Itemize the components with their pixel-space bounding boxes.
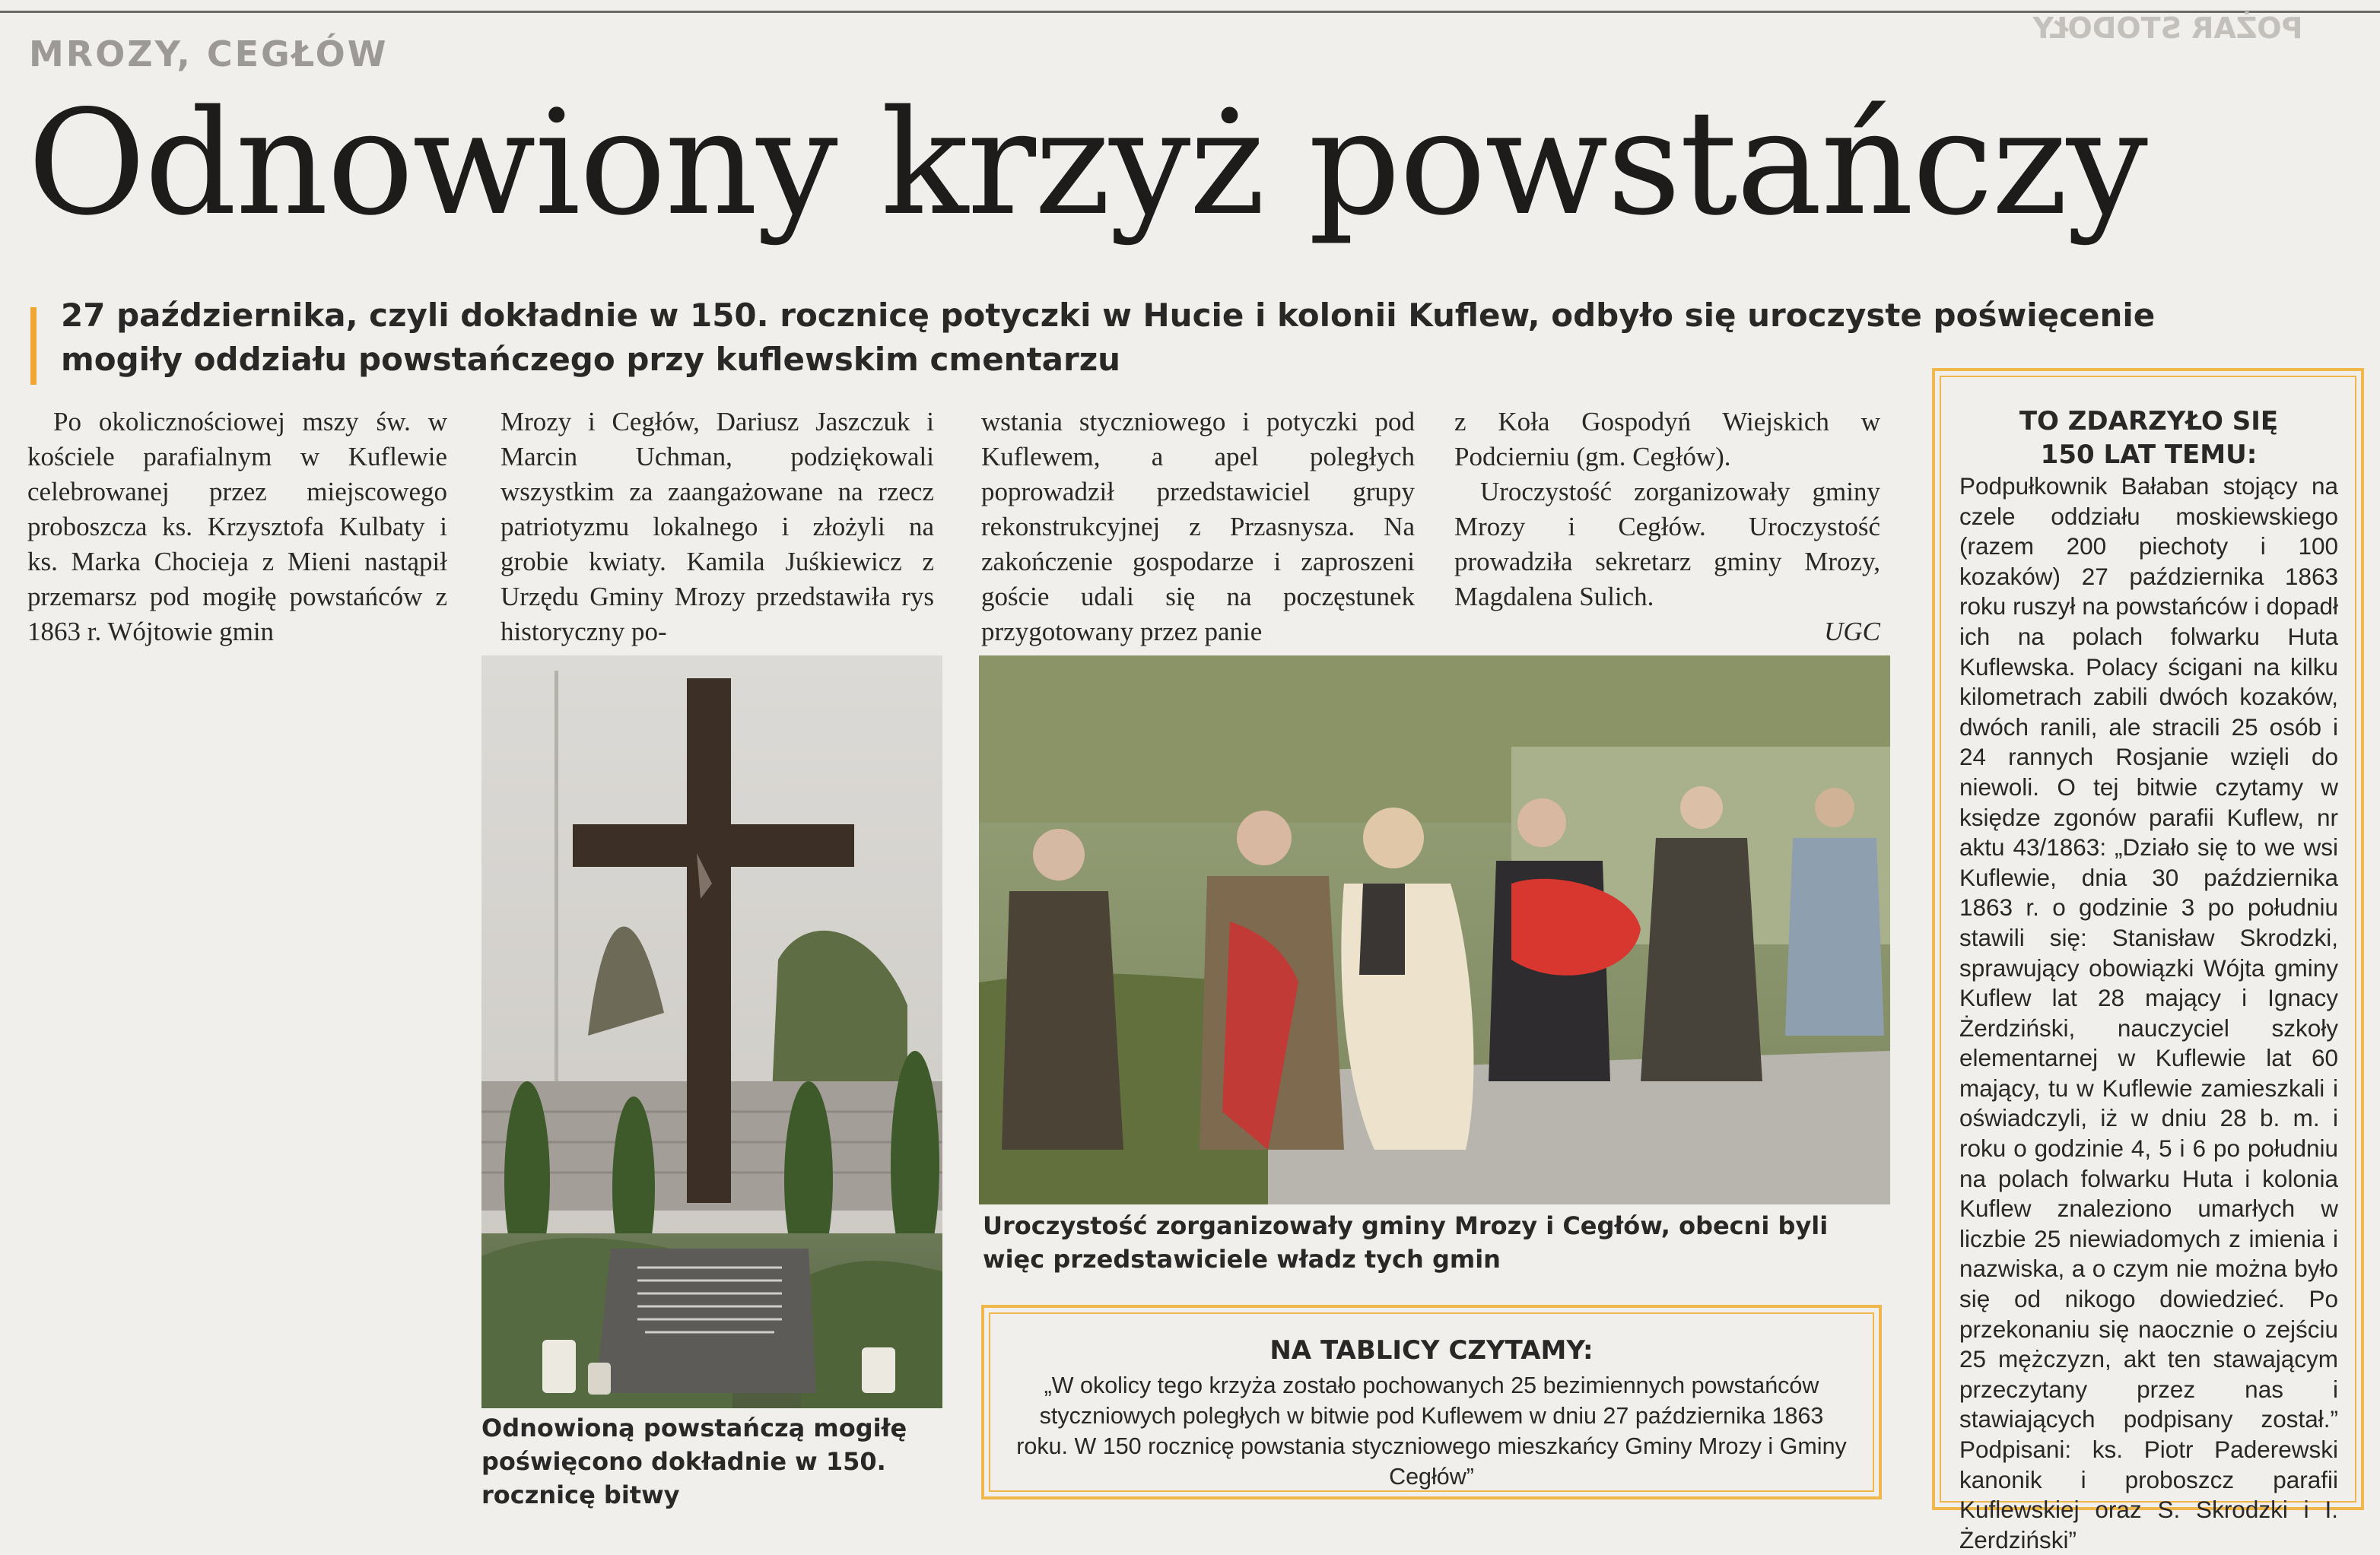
photo-cross (481, 655, 942, 1408)
article-text: Uroczystość zorganizowały gminy Mrozy i Cegłów. Uroczystość prowadziła sekretarz gminy Mrozy, Magdalena Sulich. (1454, 477, 1880, 611)
ceremony-group-image (979, 655, 1890, 1204)
article-text: wstania styczniowego i potyczki pod Kuflewem, a apel poległych poprowadził przedstawiciel grupy rekonstrukcyjnej z Przasnysza. Na zakończenie gospodarze i zaproszeni goście udali się na poczęstunek przygotowany przez panie (981, 407, 1415, 646)
lead-paragraph: 27 października, czyli dokładnie w 150. rocznicę potyczki w Hucie i kolonii Kuflew, odbyło się uroczyste poświęcenie mogiły oddziału powstańczego przy kuflewskim cmentarzu (61, 297, 2156, 378)
article-column-1 (27, 405, 447, 649)
article-text: Po okolicznościowej mszy św. w kościele parafialnym w Kuflewie celebrowanej przez miejscowego proboszcza ks. Krzysztofa Kulbaty i ks. Marka Chocieja z Mieni nastąpił przemarsz pod mogiłę powstańców z 1863 r. Wójtowie gmin (27, 407, 447, 646)
photo-main-caption: Uroczystość zorganizowały gminy Mrozy i Cegłów, obecni byli więc przedstawiciele władz tych gmin (983, 1211, 1829, 1274)
history-sidebar-text: Podpułkownik Bałaban stojący na czele oddziału moskiewskiego (razem 200 piechoty i 100 kozaków) 27 października 1863 roku ruszył na powstańców i dopadł ich na polach folwarku Huta Kuflewska. Polacy ścigani na kilku kilometrach zabili dwóch kozaków, dwóch ranili, ale stracili 25 osób i 24 rannych Rosjanie wzięli do niewoli. O tej bitwie czytamy w księdze zgonów parafii Kuflew, nr aktu 43/1863: „Działo się to we wsi Kuflewie, dnia 30 października 1863 r. o godzinie 3 po południu stawili się: Stanisław Skrodzki, sprawujący obowiązki Wójta gminy Kuflew lat 28 mający i Ignacy Żerdziński, nauczyciel szkoły elementarnej w Kuflewie lat 60 mający, tu w Kuflewie zamieszkali i oświadczyli, iż w dniu 28 b. m. i roku o godzinie 4, 5 i 6 po południu na polach folwarku Huta i kolonia Kuflew znaleziono umarłych w liczbie 25 niewiadomych z imienia i nazwiska, a o czym nie można było się od nikogo dowiedzieć. Po przekonaniu się naocznie o zejściu 25 mężczyzn, akt ten stawającym przeczytany przez nas i stawiających podpisany został.” Podpisani: ks. Piotr Paderewski kanonik i proboszcz parafii Kuflewskiej oraz S. Skrodzki i I. Żerdziński” (1959, 472, 2338, 1553)
article-column-2 (500, 405, 934, 649)
plaque-box-inner (989, 1312, 1874, 1492)
article-signature: UGC (1824, 617, 1880, 646)
article-text: z Koła Gospodyń Wiejskich w Podcierniu (gm. Cegłów). (1454, 407, 1880, 471)
photo-cross-caption: Odnowioną powstańczą mogiłę poświęcono dokładnie w 150. rocznicę bitwy (481, 1414, 907, 1509)
headline: Odnowiony krzyż powstańczy (27, 79, 2146, 247)
plaque-box-text: „W okolicy tego krzyża zostało pochowanych 25 bezimiennych powstańców styczniowych poległych w bitwie pod Kuflewem w dniu 27 października 1863 roku. W 150 rocznicę powstania styczniowego mieszkańcy Gminy Mrozy i Gminy Cegłów” (1016, 1373, 1847, 1490)
history-sidebar-title: TO ZDARZYŁO SIĘ 150 LAT TEMU: (2019, 406, 2279, 470)
cross-memorial-image (481, 655, 942, 1408)
history-sidebar (1932, 368, 2364, 1553)
article-text: Mrozy i Cegłów, Dariusz Jaszczuk i Marcin Uchman, podziękowali wszystkim za zaangażowane na rzecz patriotyzmu lokalnego i złożyli na grobie kwiaty. Kamila Juśkiewicz z Urzędu Gminy Mrozy przedstawiła rys historyczny po- (500, 407, 934, 646)
article-column-3 (981, 405, 1415, 649)
plaque-box (981, 1305, 1882, 1499)
photo-main (979, 655, 1890, 1204)
plaque-box-title: NA TABLICY CZYTAMY: (1269, 1335, 1594, 1366)
article-column-4 (1454, 405, 1880, 649)
bleed-through-header: POŻAR STODOŁY (2032, 11, 2303, 45)
history-sidebar-inner (1940, 376, 2356, 1553)
section-label: MROZY, CEGŁÓW (29, 33, 389, 75)
lead-accent-bar (30, 307, 37, 385)
